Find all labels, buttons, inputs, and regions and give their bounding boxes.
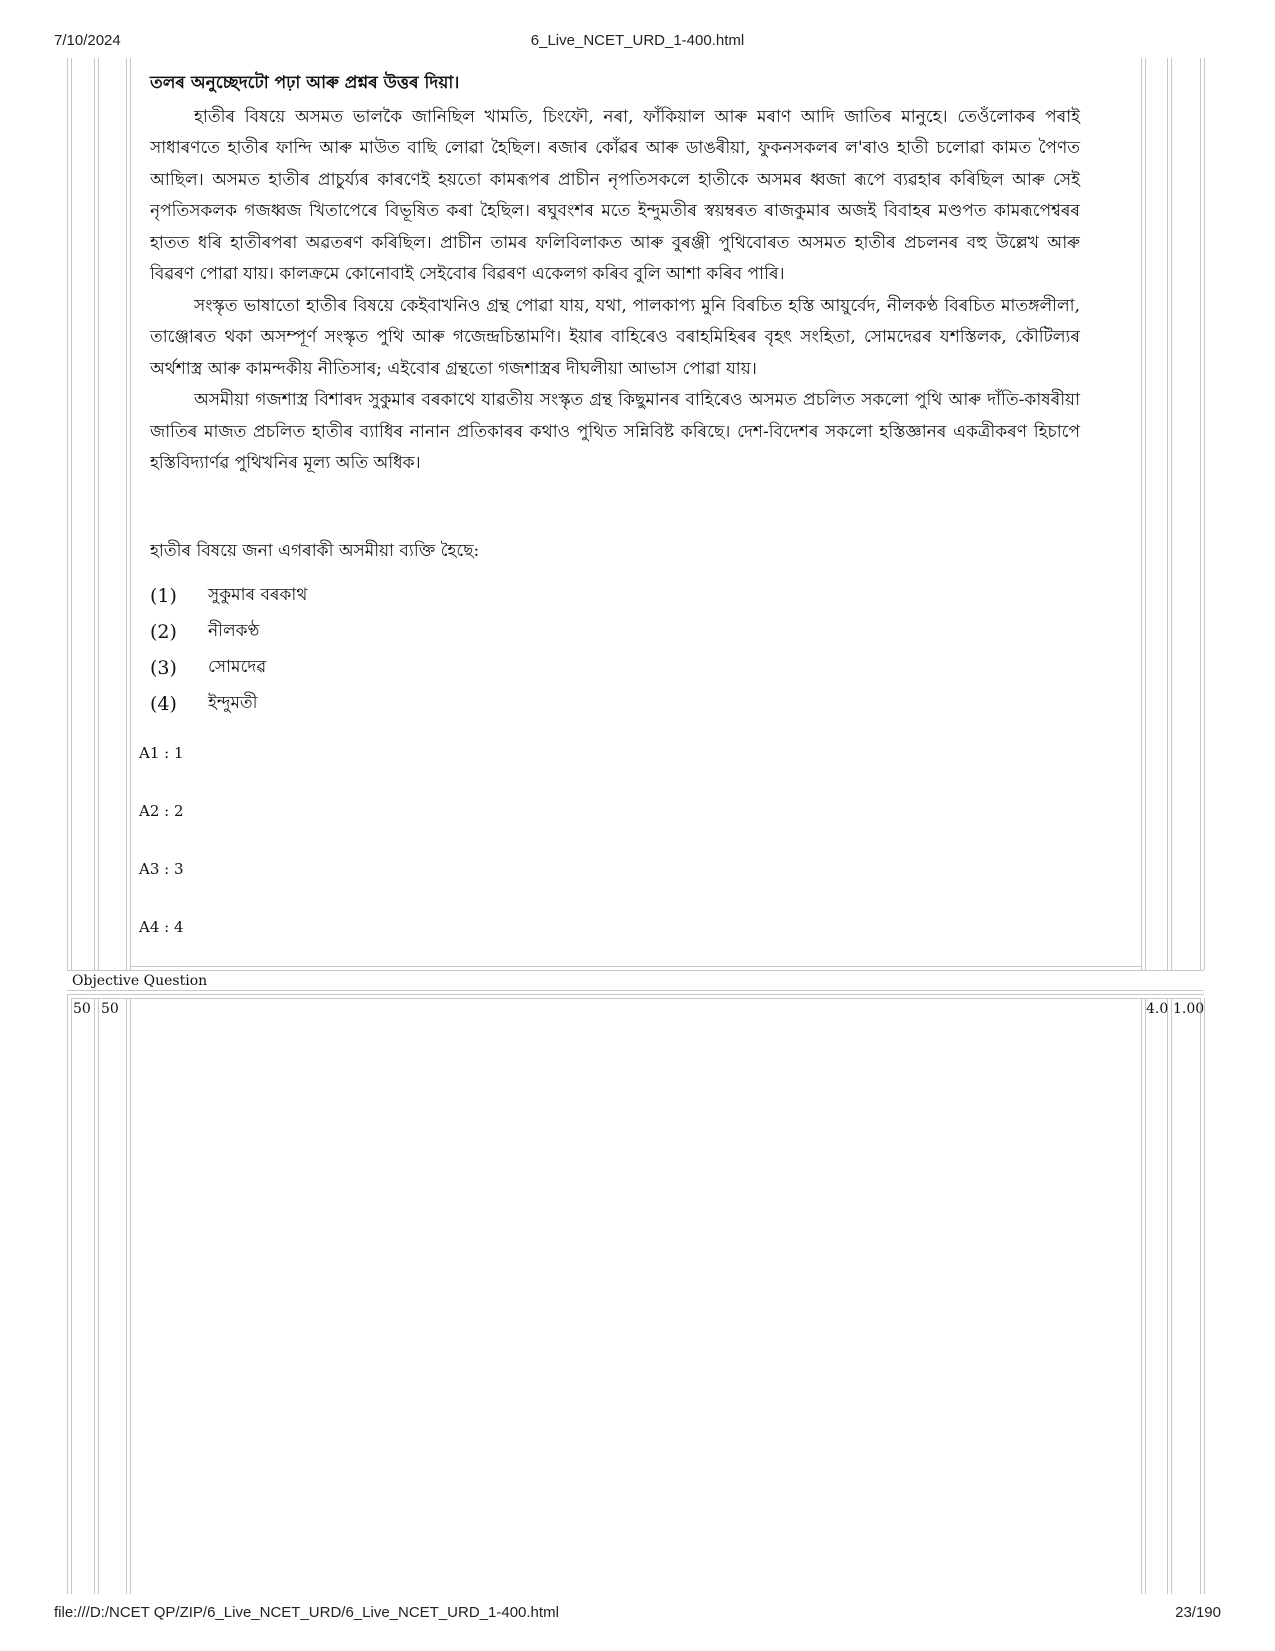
option-item	[150, 578, 307, 614]
option-text: সুকুমাৰ বৰকাথ	[208, 585, 308, 605]
answer-key: A3 : 3	[139, 860, 184, 878]
passage-instruction: তলৰ অনুচ্ছেদটো পঢ়া আৰু প্ৰশ্নৰ উত্তৰ দিয়া।	[150, 73, 460, 93]
option-item	[150, 686, 307, 722]
option-text: সোমদেৱ	[208, 657, 267, 677]
passage-paragraph: হাতীৰ বিষয়ে অসমত ভালকৈ জানিছিল খামতি, চিংফৌ, নৰা, ফাঁকিয়াল আৰু মৰাণ আদি জাতিৰ মানুহে। তেওঁলোকৰ পৰাই সাধাৰণতে হাতীৰ ফান্দি আৰু মাউত বাছি লোৱা হৈছিল। ৰজাৰ কোঁৱৰ আৰু ডাঙৰীয়া, ফুকনসকলৰ ল'ৰাও হাতী চলোৱা কামত পৈণত আছিল। অসমত হাতীৰ প্ৰাচুৰ্য্যৰ কাৰণেই হয়তো কামৰূপৰ প্ৰাচীন নৃপতিসকলে হাতীকে অসমৰ ধ্বজা ৰূপে ব্যৱহাৰ কৰিছিল আৰু সেই নৃপতিসকলক গজধ্বজ খিতাপেৰে বিভূষিত কৰা হৈছিল। ৰঘুবংশৰ মতে ইন্দুমতীৰ স্বয়ম্বৰত ৰাজকুমাৰ অজই বিবাহৰ মণ্ডপত কামৰূপেশ্বৰৰ হাতত ধৰি হাতীৰপৰা অৱতৰণ কৰিছিল। প্ৰাচীন তামৰ ফলিবিলাকত আৰু বুৰঞ্জী পুথিবোৰত অসমত হাতীৰ প্ৰচলনৰ বহু উল্লেখ আৰু বিৱৰণ পোৱা যায়। কালক্ৰমে কোনোবাই সেইবোৰ বিৱৰণ একেলগ কৰিব বুলি আশা কৰিব পাৰি।	[150, 106, 1080, 284]
question-text: হাতীৰ বিষয়ে জনা এগৰাকী অসমীয়া ব্যক্তি হৈছে:	[150, 541, 480, 561]
question-id-cell: 50	[101, 1001, 119, 1017]
option-number: (3)	[150, 657, 177, 679]
option-number: (1)	[150, 585, 177, 607]
answer-key: A1 : 1	[139, 744, 184, 762]
print-date: 7/10/2024	[54, 32, 121, 49]
answer-key: A4 : 4	[139, 918, 184, 936]
reading-passage	[150, 68, 1080, 480]
answer-key: A2 : 2	[139, 802, 184, 820]
page-title: 6_Live_NCET_URD_1-400.html	[530, 32, 745, 49]
options-list	[150, 578, 307, 722]
option-text: নীলকণ্ঠ	[208, 621, 260, 641]
option-text: ইন্দুমতী	[208, 693, 258, 713]
marks-cell: 4.0	[1146, 1001, 1169, 1017]
question-number-cell: 50	[73, 1001, 91, 1017]
option-number: (4)	[150, 693, 177, 715]
file-path: file:///D:/NCET QP/ZIP/6_Live_NCET_URD/6_Live_NCET_URD_1-400.html	[54, 1604, 559, 1621]
question-type-label: Objective Question	[72, 973, 208, 989]
option-number: (2)	[150, 621, 177, 643]
option-item	[150, 614, 307, 650]
page-number: 23/190	[1175, 1604, 1221, 1621]
passage-paragraph: অসমীয়া গজশাস্ত্ৰ বিশাৰদ সুকুমাৰ বৰকাথে যাৱতীয় সংস্কৃত গ্ৰন্থ কিছুমানৰ বাহিৰেও অসমত প্ৰচলিত সকলো পুথি আৰু দাঁতি-কাষৰীয়া জাতিৰ মাজত প্ৰচলিত হাতীৰ ব্যাধিৰ নানান প্ৰতিকাৰৰ কথাও পুথিত সন্নিবিষ্ট কৰিছে। দেশ-বিদেশৰ সকলো হস্তিজ্ঞানৰ একত্ৰীকৰণ হিচাপে হস্তিবিদ্যাৰ্ণৱ পুথিখনিৰ মূল্য অতি অধিক।	[150, 390, 1080, 473]
option-item	[150, 650, 307, 686]
passage-paragraph: সংস্কৃত ভাষাতো হাতীৰ বিষয়ে কেইবাখনিও গ্ৰন্থ পোৱা যায়, যথা, পালকাপ্য মুনি বিৰচিত হস্তি আয়ুৰ্বেদ, নীলকণ্ঠ বিৰচিত মাতঙ্গলীলা, তাঞ্জোৰত থকা অসম্পূৰ্ণ সংস্কৃত পুথি আৰু গজেন্দ্ৰচিন্তামণি। ইয়াৰ বাহিৰেও বৰাহমিহিৰৰ বৃহৎ সংহিতা, সোমদেৱৰ যশস্তিলক, কৌটিল্যৰ অৰ্থশাস্ত্ৰ আৰু কামন্দকীয় নীতিসাৰ; এইবোৰ গ্ৰন্থতো গজশাস্ত্ৰৰ দীঘলীয়া আভাস পোৱা যায়।	[150, 295, 1080, 379]
negative-marks-cell: 1.00	[1173, 1001, 1205, 1017]
